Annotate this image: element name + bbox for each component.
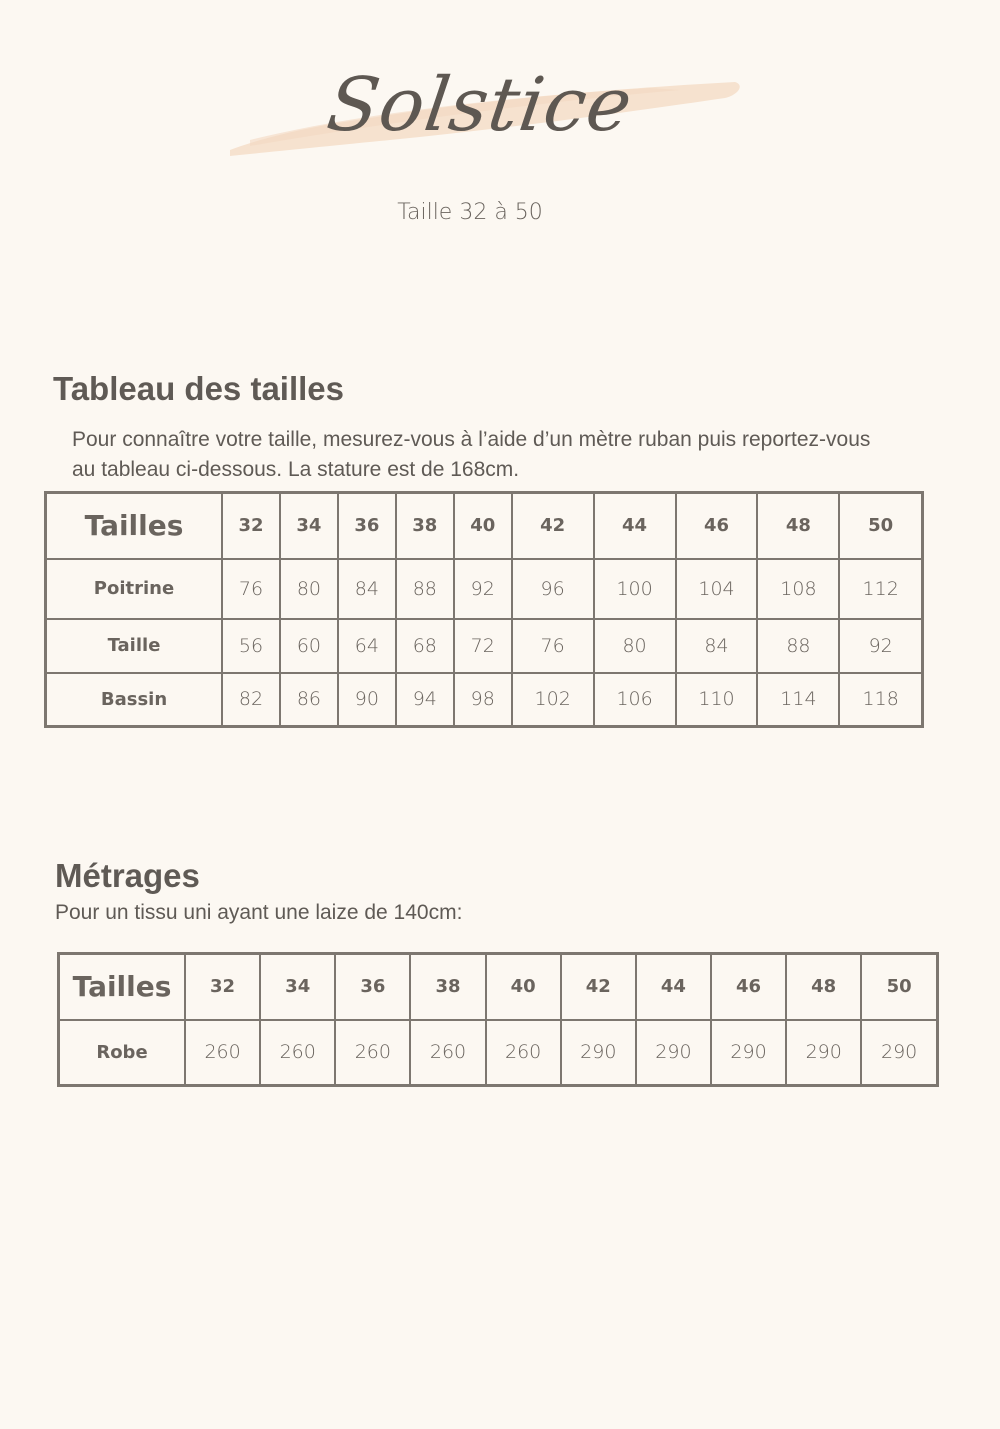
size-column-header: 34: [260, 954, 335, 1020]
fabric-header-row: [59, 954, 938, 1020]
size-column-header: 42: [561, 954, 636, 1020]
size-chart-intro-line2: au tableau ci-dessous. La stature est de 168cm.: [72, 458, 520, 481]
size-column-header: 48: [757, 493, 839, 559]
table-cell: 290: [561, 1020, 636, 1086]
table-cell: 102: [512, 673, 594, 727]
size-column-header: 46: [676, 493, 758, 559]
table-row: [46, 619, 923, 673]
table-cell: 92: [839, 619, 922, 673]
table-cell: 100: [594, 559, 676, 619]
table-cell: 106: [594, 673, 676, 727]
size-range-subtitle: Taille 32 à 50: [397, 200, 543, 225]
table-cell: 260: [486, 1020, 561, 1086]
table-cell: 72: [454, 619, 512, 673]
table-row: [59, 1020, 938, 1086]
size-column-header: 38: [410, 954, 485, 1020]
table-cell: 290: [711, 1020, 786, 1086]
table-cell: 112: [839, 559, 922, 619]
table-cell: 96: [512, 559, 594, 619]
table-cell: 98: [454, 673, 512, 727]
size-column-header: 36: [338, 493, 396, 559]
table-cell: 84: [676, 619, 758, 673]
table-cell: 104: [676, 559, 758, 619]
fabric-title: Métrages: [55, 857, 200, 894]
size-column-header: 40: [454, 493, 512, 559]
size-chart-header-label: Tailles: [46, 493, 223, 559]
table-cell: 260: [410, 1020, 485, 1086]
table-cell: 90: [338, 673, 396, 727]
size-column-header: 44: [636, 954, 711, 1020]
table-cell: 260: [185, 1020, 260, 1086]
size-chart-intro-line1: Pour connaître votre taille, mesurez-vous à l’aide d’un mètre ruban puis reportez-vous: [72, 428, 871, 451]
size-column-header: 32: [222, 493, 280, 559]
row-label: Poitrine: [46, 559, 223, 619]
fabric-intro: Pour un tissu uni ayant une laize de 140cm:: [55, 901, 463, 924]
table-row: [46, 559, 923, 619]
table-cell: 114: [757, 673, 839, 727]
table-cell: 290: [636, 1020, 711, 1086]
brand-name: Solstice: [322, 62, 638, 148]
table-cell: 86: [280, 673, 338, 727]
table-cell: 64: [338, 619, 396, 673]
table-cell: 84: [338, 559, 396, 619]
table-cell: 260: [260, 1020, 335, 1086]
table-cell: 88: [396, 559, 454, 619]
size-column-header: 46: [711, 954, 786, 1020]
table-cell: 92: [454, 559, 512, 619]
row-label: Taille: [46, 619, 223, 673]
table-cell: 290: [861, 1020, 937, 1086]
size-column-header: 36: [335, 954, 410, 1020]
size-chart-title: Tableau des tailles: [53, 370, 345, 407]
size-column-header: 42: [512, 493, 594, 559]
table-cell: 56: [222, 619, 280, 673]
size-chart-table: [44, 491, 924, 728]
size-column-header: 38: [396, 493, 454, 559]
table-cell: 108: [757, 559, 839, 619]
table-cell: 260: [335, 1020, 410, 1086]
size-chart-header-row: [46, 493, 923, 559]
size-column-header: 50: [839, 493, 922, 559]
table-cell: 88: [757, 619, 839, 673]
size-column-header: 40: [486, 954, 561, 1020]
size-column-header: 44: [594, 493, 676, 559]
brand-logo: [210, 40, 750, 170]
table-row: [46, 673, 923, 727]
table-cell: 80: [280, 559, 338, 619]
fabric-header-label: Tailles: [59, 954, 186, 1020]
table-cell: 76: [222, 559, 280, 619]
table-cell: 76: [512, 619, 594, 673]
table-cell: 110: [676, 673, 758, 727]
table-cell: 68: [396, 619, 454, 673]
table-cell: 94: [396, 673, 454, 727]
table-cell: 82: [222, 673, 280, 727]
table-cell: 80: [594, 619, 676, 673]
size-column-header: 48: [786, 954, 861, 1020]
fabric-table: [57, 952, 939, 1087]
table-cell: 290: [786, 1020, 861, 1086]
size-column-header: 32: [185, 954, 260, 1020]
size-column-header: 50: [861, 954, 937, 1020]
row-label: Bassin: [46, 673, 223, 727]
table-cell: 60: [280, 619, 338, 673]
size-column-header: 34: [280, 493, 338, 559]
table-cell: 118: [839, 673, 922, 727]
row-label: Robe: [59, 1020, 186, 1086]
